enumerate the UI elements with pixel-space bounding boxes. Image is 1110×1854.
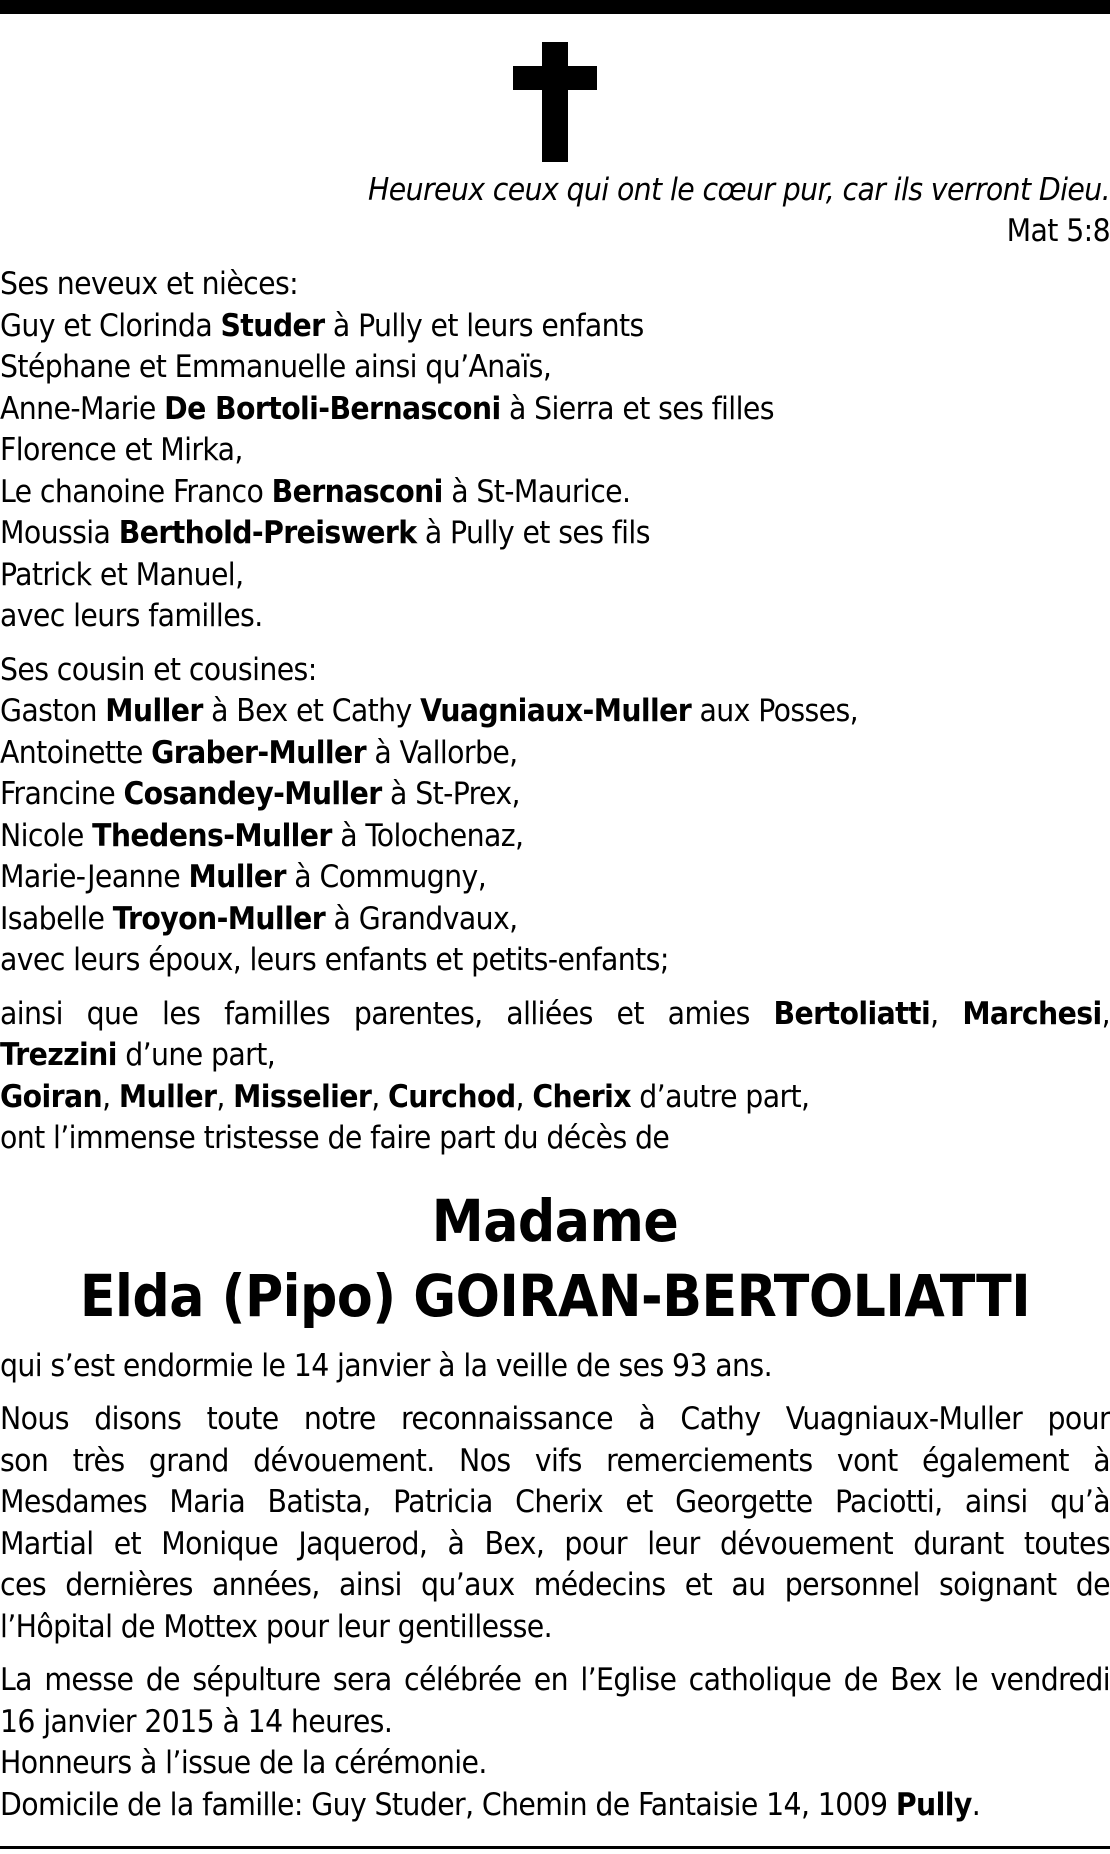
text-segment: Florence et Mirka, [0,432,243,468]
text-line [0,347,1110,389]
text-segment: , [515,1078,533,1115]
text-segment: Marie-Jeanne [0,859,189,895]
text-line [0,816,1110,858]
text-segment: d’une part, [116,1037,276,1073]
text-segment: à Commugny, [285,859,487,895]
family-name: Muller [118,1078,217,1115]
bible-verse: Heureux ceux qui ont le cœur pur, car ils verront Dieu. [368,172,1110,208]
paragraph-line: Mesdames Maria Batista, Patricia Cherix et Georgette Paciotti, ainsi qu’à [0,1484,1110,1520]
text-line [0,940,1110,982]
paragraph-line: 16 janvier 2015 à 14 heures. [0,1703,393,1740]
text-line [0,1035,1110,1077]
family-name: Troyon-Muller [112,900,326,937]
text-segment: à Pully et ses fils [416,515,650,551]
text-segment: à St-Prex, [381,776,520,812]
text-segment: Gaston [0,693,106,729]
text-segment: Isabelle [0,900,113,937]
cousins-heading: Ses cousin et cousines: [0,651,317,688]
verse-reference: Mat 5:8 [1006,213,1110,249]
cousins-section [0,650,1110,982]
honours-text: Honneurs à l’issue de la cérémonie. [0,1745,487,1781]
latin-cross-icon [513,42,597,162]
family-name: Bertoliatti [773,995,931,1032]
ceremony-lines [0,1660,1110,1743]
family-name: Muller [188,859,286,895]
families-section [0,994,1110,1160]
deceased-name: Elda (Pipo) GOIRAN-BERTOLIATTI [79,1261,1031,1330]
text-line [0,1118,1110,1160]
deceased-block [0,1184,1110,1334]
text-line [0,306,1110,348]
text-segment: Moussia [0,515,119,551]
text-segment: , [930,995,963,1032]
deceased-title: Madame [431,1186,679,1255]
text-segment: Anne-Marie [0,390,165,427]
family-name: Cherix [532,1078,631,1115]
text-segment: à Bex et Cathy [202,693,421,729]
family-name: Studer [220,307,325,344]
text-segment: , [102,1078,119,1115]
family-name: Goiran [0,1078,103,1115]
text-segment: à Grandvaux, [325,900,518,937]
paragraph-line: Martial et Monique Jaquerod, à Bex, pour leur dévouement durant toutes [0,1525,1110,1562]
bottom-rule [0,1846,1110,1849]
text-segment: aux Posses, [691,693,859,729]
text-segment: à Tolochenaz, [331,817,524,854]
text-line [0,555,1110,597]
text-segment: ainsi que les familles parentes, alliées et amies [0,995,774,1032]
text-segment: avec leurs époux, leurs enfants et petits-enfants; [0,942,669,978]
paragraph-line: Nous disons toute notre reconnaissance à Cathy Vuagniaux-Muller pour [0,1401,1110,1437]
families-lines [0,994,1110,1160]
family-name: Berthold-Preiswerk [118,515,417,551]
text-line [0,857,1110,899]
text-line [0,389,1110,431]
top-rule [0,0,1110,14]
text-segment: à Sierra et ses filles [500,390,774,427]
family-name: Trezzini [0,1037,117,1073]
text-line [0,513,1110,555]
text-segment: Francine [0,776,124,812]
ceremony-paragraph [0,1660,1110,1826]
family-name: De Bortoli-Bernasconi [164,390,501,427]
obituary-content [0,170,1110,1826]
cousins-lines [0,691,1110,982]
paragraph-line: ces dernières années, ainsi qu’aux médecins et au personnel soignant de [0,1567,1110,1603]
text-segment: Antoinette [0,734,152,771]
text-line [0,472,1110,514]
thanks-paragraph [0,1399,1110,1648]
text-segment: à Pully et leurs enfants [324,307,644,344]
text-segment: Patrick et Manuel, [0,556,244,593]
family-name: Curchod [388,1078,516,1115]
text-line [0,596,1110,638]
domicile-text [0,1785,1110,1827]
text-segment: ont l’immense tristesse de faire part du décès de [0,1120,670,1156]
text-line [0,994,1110,1036]
paragraph-line: l’Hôpital de Mottex pour leur gentillesse. [0,1608,553,1645]
text-line [0,1077,1110,1119]
text-segment: d’autre part, [630,1078,810,1115]
paragraph-line: son très grand dévouement. Nos vifs remerciements vont également à [0,1442,1110,1479]
family-name: Marchesi [962,995,1102,1032]
text-segment: à Vallorbe, [365,734,518,771]
text-segment: , [216,1078,234,1115]
nephews-lines [0,306,1110,638]
text-segment: à St-Maurice. [442,473,631,510]
text-line [0,774,1110,816]
family-name: Cosandey-Muller [123,776,382,812]
domicile-prefix: Domicile de la famille: Guy Studer, Chemin de Fantaisie 14, 1009 [0,1786,896,1823]
family-name: Muller [105,693,203,729]
text-segment: Le chanoine Franco [0,473,272,510]
text-segment: , [371,1078,389,1115]
nephews-heading: Ses neveux et nièces: [0,266,299,302]
domicile-city: Pully [895,1786,972,1823]
text-segment: Stéphane et Emmanuelle ainsi qu’Anaïs, [0,349,552,385]
family-name: Vuagniaux-Muller [420,693,692,729]
family-name: Bernasconi [271,473,443,510]
text-line [0,899,1110,941]
text-line [0,733,1110,775]
domicile-suffix: . [971,1786,981,1823]
text-line [0,691,1110,733]
text-segment: avec leurs familles. [0,598,263,634]
text-line [0,430,1110,472]
nephews-section [0,264,1110,638]
family-name: Thedens-Muller [92,817,332,854]
text-segment: Nicole [0,817,93,854]
family-name: Misselier [233,1078,372,1115]
text-segment: Guy et Clorinda [0,307,221,344]
paragraph-line: La messe de sépulture sera célébrée en l’Eglise catholique de Bex le vendredi [0,1662,1110,1698]
family-name: Graber-Muller [151,734,366,771]
text-segment: , [1101,995,1110,1032]
passing-text: qui s’est endormie le 14 janvier à la veille de ses 93 ans. [0,1347,772,1384]
